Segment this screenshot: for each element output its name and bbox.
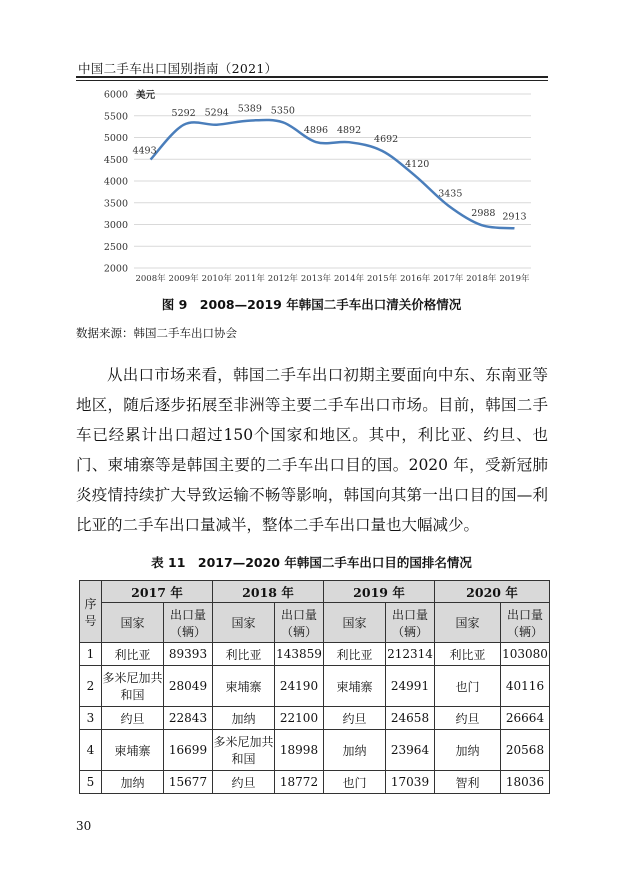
volume-cell: 143859 bbox=[275, 643, 324, 666]
data-label: 4120 bbox=[405, 158, 430, 170]
table-row bbox=[80, 771, 550, 794]
data-label: 2913 bbox=[502, 211, 527, 223]
ranking-table bbox=[79, 580, 550, 794]
country-cell: 也门 bbox=[324, 771, 386, 794]
volume-cell: 22843 bbox=[164, 707, 213, 730]
y-tick-label: 4500 bbox=[103, 154, 128, 166]
x-tick-label: 2019年 bbox=[499, 274, 530, 284]
x-tick-label: 2011年 bbox=[234, 274, 265, 284]
year-header: 2019 年 bbox=[324, 581, 435, 603]
seq-cell: 2 bbox=[80, 666, 102, 707]
country-cell: 约旦 bbox=[102, 707, 164, 730]
seq-cell: 4 bbox=[80, 730, 102, 771]
country-cell: 利比亚 bbox=[324, 643, 386, 666]
volume-cell: 40116 bbox=[501, 666, 550, 707]
y-tick-label: 6000 bbox=[103, 89, 128, 101]
volume-cell: 28049 bbox=[164, 666, 213, 707]
data-label: 4692 bbox=[374, 133, 399, 145]
table-row bbox=[80, 643, 550, 666]
y-unit-label: 美元 bbox=[136, 90, 156, 101]
year-header: 2018 年 bbox=[213, 581, 324, 603]
x-tick-label: 2014年 bbox=[333, 274, 365, 284]
volume-cell: 24991 bbox=[386, 666, 435, 707]
country-cell: 利比亚 bbox=[213, 643, 275, 666]
figure-caption: 图 9 2008—2019 年韩国二手车出口清关价格情况 bbox=[161, 297, 462, 312]
series-line bbox=[151, 120, 515, 228]
y-tick-label: 3500 bbox=[103, 198, 128, 210]
volume-cell: 89393 bbox=[164, 643, 213, 666]
x-tick-label: 2013年 bbox=[300, 274, 332, 284]
country-cell: 柬埔寨 bbox=[102, 730, 164, 771]
country-cell: 加纳 bbox=[102, 771, 164, 794]
volume-header: 出口量（辆） bbox=[164, 603, 213, 643]
volume-header: 出口量（辆） bbox=[275, 603, 324, 643]
y-tick-label: 2500 bbox=[103, 241, 128, 253]
price-line-chart bbox=[76, 82, 548, 292]
country-cell: 柬埔寨 bbox=[213, 666, 275, 707]
y-tick-label: 5500 bbox=[103, 111, 128, 123]
x-tick-label: 2009年 bbox=[168, 274, 199, 284]
country-cell: 多米尼加共和国 bbox=[213, 730, 275, 771]
volume-cell: 20568 bbox=[501, 730, 550, 771]
volume-cell: 23964 bbox=[386, 730, 435, 771]
y-tick-label: 3000 bbox=[103, 220, 128, 231]
seq-cell: 5 bbox=[80, 771, 102, 794]
volume-header: 出口量（辆） bbox=[501, 603, 550, 643]
x-tick-label: 2008年 bbox=[135, 274, 166, 284]
country-cell: 柬埔寨 bbox=[324, 666, 386, 707]
country-header: 国家 bbox=[213, 603, 275, 643]
country-cell: 加纳 bbox=[213, 707, 275, 730]
country-cell: 加纳 bbox=[435, 730, 501, 771]
volume-cell: 18772 bbox=[275, 771, 324, 794]
x-tick-label: 2010年 bbox=[201, 274, 232, 284]
data-label: 4892 bbox=[336, 125, 362, 137]
country-header: 国家 bbox=[102, 603, 164, 643]
volume-cell: 26664 bbox=[501, 707, 550, 730]
x-tick-label: 2015年 bbox=[367, 274, 398, 284]
country-cell: 约旦 bbox=[324, 707, 386, 730]
country-cell: 利比亚 bbox=[435, 643, 501, 666]
year-header: 2020 年 bbox=[435, 581, 550, 603]
volume-header: 出口量（辆） bbox=[386, 603, 435, 643]
year-header: 2017 年 bbox=[102, 581, 213, 603]
running-header: 中国二手车出口国别指南（2021） bbox=[78, 61, 278, 76]
volume-cell: 212314 bbox=[386, 643, 435, 666]
volume-cell: 18998 bbox=[275, 730, 324, 771]
volume-cell: 24658 bbox=[386, 707, 435, 730]
y-tick-label: 5000 bbox=[103, 133, 128, 144]
y-tick-label: 2000 bbox=[103, 263, 128, 275]
seq-cell: 1 bbox=[80, 643, 102, 666]
body-paragraph: 从出口市场来看，韩国二手车出口初期主要面向中东、东南亚等地区，随后逐步拓展至非洲等主要二手车出口市场。目前，韩国二手车已经累计出口超过150个国家和地区。其中，利比亚、约旦、也门、柬埔寨等是韩国主要的二手车出口目的国。2020 年，受新冠肺炎疫情持续扩大导致运输不畅等影响，韩国向其第一出口目的国—利比亚的二手车出口量减半，整体二手车出口量也大幅减少。 bbox=[76, 366, 548, 534]
volume-cell: 103080 bbox=[501, 643, 550, 666]
country-cell: 约旦 bbox=[435, 707, 501, 730]
data-label: 5294 bbox=[204, 107, 229, 119]
country-cell: 利比亚 bbox=[102, 643, 164, 666]
data-label: 3435 bbox=[438, 188, 463, 200]
x-tick-label: 2016年 bbox=[400, 274, 431, 284]
table-row bbox=[80, 666, 550, 707]
volume-cell: 16699 bbox=[164, 730, 213, 771]
y-tick-label: 4000 bbox=[103, 176, 128, 188]
data-label: 2988 bbox=[471, 208, 496, 220]
volume-cell: 22100 bbox=[275, 707, 324, 730]
country-cell: 约旦 bbox=[213, 771, 275, 794]
data-label: 4493 bbox=[132, 145, 157, 157]
country-cell: 加纳 bbox=[324, 730, 386, 771]
data-source: 数据来源：韩国二手车出口协会 bbox=[76, 326, 237, 340]
data-label: 5292 bbox=[171, 107, 196, 119]
country-cell: 智利 bbox=[435, 771, 501, 794]
header-rule-thin bbox=[76, 80, 548, 81]
volume-cell: 24190 bbox=[275, 666, 324, 707]
country-header: 国家 bbox=[324, 603, 386, 643]
volume-cell: 15677 bbox=[164, 771, 213, 794]
volume-cell: 17039 bbox=[386, 771, 435, 794]
country-cell: 也门 bbox=[435, 666, 501, 707]
country-cell: 多米尼加共和国 bbox=[102, 666, 164, 707]
x-tick-label: 2012年 bbox=[267, 274, 298, 284]
x-tick-label: 2017年 bbox=[433, 274, 464, 284]
table-row bbox=[80, 730, 550, 771]
table-caption: 表 11 2017—2020 年韩国二手车出口目的国排名情况 bbox=[151, 555, 472, 570]
header-rule-thick bbox=[76, 76, 548, 78]
country-header: 国家 bbox=[435, 603, 501, 643]
data-label: 4896 bbox=[303, 125, 329, 137]
page-number: 30 bbox=[76, 819, 92, 833]
data-label: 5389 bbox=[237, 103, 262, 115]
volume-cell: 18036 bbox=[501, 771, 550, 794]
seq-header: 序号 bbox=[80, 581, 102, 643]
table-row bbox=[80, 707, 550, 730]
seq-cell: 3 bbox=[80, 707, 102, 730]
x-tick-label: 2018年 bbox=[466, 274, 497, 284]
data-label: 5350 bbox=[270, 105, 295, 117]
